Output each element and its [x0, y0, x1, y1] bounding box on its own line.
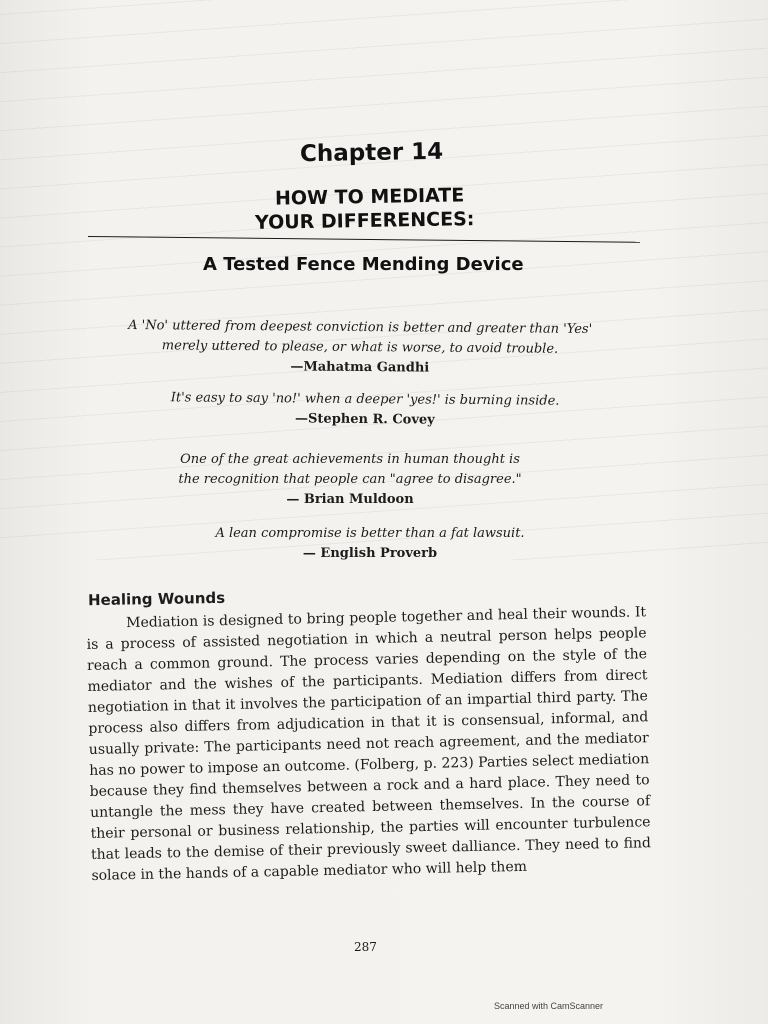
scanner-watermark: Scanned with CamScanner — [494, 1001, 604, 1011]
body-paragraph: Mediation is designed to bring people together and heal their wounds. It is a process of assisted negotiation in which a neutral person helps people reach a common ground. The process varies depending on the style of the mediator and the wishes of the participants. Mediation differs from direct negotiation in that it involves the participation of an impartial third party. The process also differs from adjudication in that it is consensual, informal, and usually private: The participants need not reach agreement, and the mediator has no power to impose an outcome. (Folberg, p. 223) Parties select mediation because they find themselves between a rock and a hard place. They need to untangle the mess they have created between themselves. In the course of their personal or business relationship, the parties will encounter turbulence that leads to the demise of their previously sweet dalliance. They need to find solace in the hands of a capable mediator who will help them — [86, 604, 652, 884]
quote-line: the recognition that people can "agree to disagree." — [178, 472, 522, 487]
quote-author: — Brian Muldoon — [286, 492, 414, 507]
chapter-label: Chapter 14 — [299, 138, 444, 168]
quote-line: It's easy to say 'no!' when a deeper 'yes!' is burning inside. — [170, 390, 560, 409]
chapter-title-line-2: YOUR DIFFERENCES: — [254, 208, 475, 234]
body-text — [86, 602, 652, 887]
quote-line: A 'No' uttered from deepest conviction is better and greater than 'Yes' — [128, 317, 593, 338]
quote-line: One of the great achievements in human thought is — [180, 452, 520, 467]
chapter-title-line-1: HOW TO MEDIATE — [274, 184, 465, 210]
epigraph-quote — [170, 388, 560, 431]
quote-author: —Mahatma Gandhi — [290, 359, 430, 376]
quote-line: A lean compromise is better than a fat lawsuit. — [215, 526, 525, 541]
quote-author: — English Proverb — [302, 546, 438, 561]
section-heading: Healing Wounds — [87, 588, 226, 610]
epigraph-quote — [170, 450, 530, 510]
quote-author: —Stephen R. Covey — [294, 411, 435, 428]
epigraph-quote — [120, 316, 601, 380]
quote-line: merely uttered to please, or what is worse, to avoid trouble. — [161, 338, 559, 357]
epigraph-quote — [210, 524, 530, 564]
page-number: 287 — [354, 940, 377, 954]
chapter-subtitle: A Tested Fence Mending Device — [203, 254, 524, 275]
